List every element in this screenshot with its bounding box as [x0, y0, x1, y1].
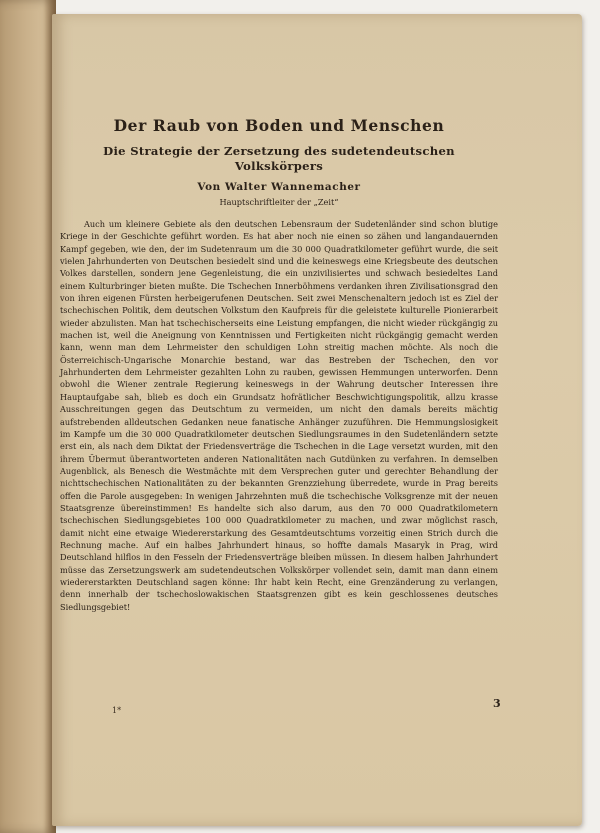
article-author: Von Walter Wannemacher — [197, 181, 361, 193]
article — [60, 116, 498, 613]
article-subtitle: Die Strategie der Zersetzung des sudetendeutschen Volkskörpers — [103, 144, 455, 173]
facing-page-edge — [0, 0, 56, 833]
article-body: Auch um kleinere Gebiete als den deutschen Lebensraum der Sudetenländer sind schon blutige Kriege in der Geschichte geführt worden. Es hat aber noch nie einen so zähen und langandauernden Kampf gegeben, wie den, der im Sudetenraum um die 30 000 Quadratkilometer geführt wurde, die seit vielen Jahrhunderten von Deutschen besiedelt sind und die keineswegs eine Kriegsbeute des deutschen Volkes darstellen, sondern jene Gegenleistung, die ein unzivilisiertes und schwach besiedeltes Land einem Kulturbringer bieten mußte. Die Tschechen Innerböhmens verdanken ihren Zivilisationsgrad den von ihren eigenen Fürsten herbeigerufenen Deutschen. Seit zwei Menschenaltern jedoch ist es Ziel der tschechischen Politik, dem deutschen Volkstum den Kaufpreis für die geleistete kulturelle Pionierarbeit wieder abzulisten. Man hat tschechischerseits eine Leistung empfangen, die nicht wieder rückgängig zu machen ist, weil die Aneignung von Kenntnissen und Fertigkeiten nicht rückgängig gemacht werden kann, wenn man dem Lehrmeister den schuldigen Lohn streitig machen möchte. Als noch die Österreichisch-Ungarische Monarchie bestand, war das Bestreben der Tschechen, den vor Jahrhunderten dem Lehrmeister gezahlten Lohn zu rauben, gewissen Hemmungen unterworfen. Denn obwohl die Wiener zentrale Regierung keineswegs in der Wahrung deutscher Interessen ihre Hauptaufgabe sah, blieb es doch ein Grundsatz hofrätlicher Beschwichtigungspolitik, allzu krasse Ausschreitungen gegen das Deutschtum zu vermeiden, um nicht den damals bereits mächtig aufstrebenden alldeutschen Gedanken neue fanatische Anhänger zuzuführen. Die Hemmungslosigkeit im Kampfe um die 30 000 Quadratkilometer deutschen Siedlungsraumes in den Sudetenländern setzte erst ein, als nach dem Diktat der Friedensverträge die Tschechen in die Lage versetzt wurden, mit den ihrem Übermut überantworteten anderen Nationalitäten nach Gutdünken zu verfahren. In demselben Augenblick, als Benesch die Westmächte mit dem Versprechen guter und gerechter Behandlung der nichttschechischen Nationalitäten zu der bekannten Grenzziehung überredete, wurde in Prag bereits offen die Parole ausgegeben: In wenigen Jahrzehnten muß die tschechische Volksgrenze mit der neuen Staatsgrenze übereinstimmen! Es handelte sich also darum, aus den 70 000 Quadratkilometern tschechischen Siedlungsgebietes 100 000 Quadratkilometer zu machen, und zwar möglichst rasch, damit nicht eine etwaige Wiedererstarkung des Gesamtdeutschtums vorzeitig einen Strich durch die Rechnung mache. Auf ein halbes Jahrhundert hinaus, so hoffte damals Masaryk in Prag, wird Deutschland hilflos in den Fesseln der Friedensverträge bleiben müssen. In diesem halben Jahrhundert müsse das Zersetzungswerk am sudetendeutschen Volkskörper vollendet sein, damit man dann einem wiedererstarkten Deutschland sagen könne: Ihr habt kein Recht, eine Grenzänderung zu verlangen, denn innerhalb der tschechoslowakischen Staatsgrenzen gibt es kein geschlossenes deutsches Siedlungsgebiet! — [60, 219, 498, 612]
article-title: Der Raub von Boden und Menschen — [113, 116, 445, 135]
signature-mark: 1* — [112, 706, 122, 715]
author-role: Hauptschriftleiter der „Zeit“ — [219, 197, 339, 207]
page-number: 3 — [493, 697, 501, 710]
